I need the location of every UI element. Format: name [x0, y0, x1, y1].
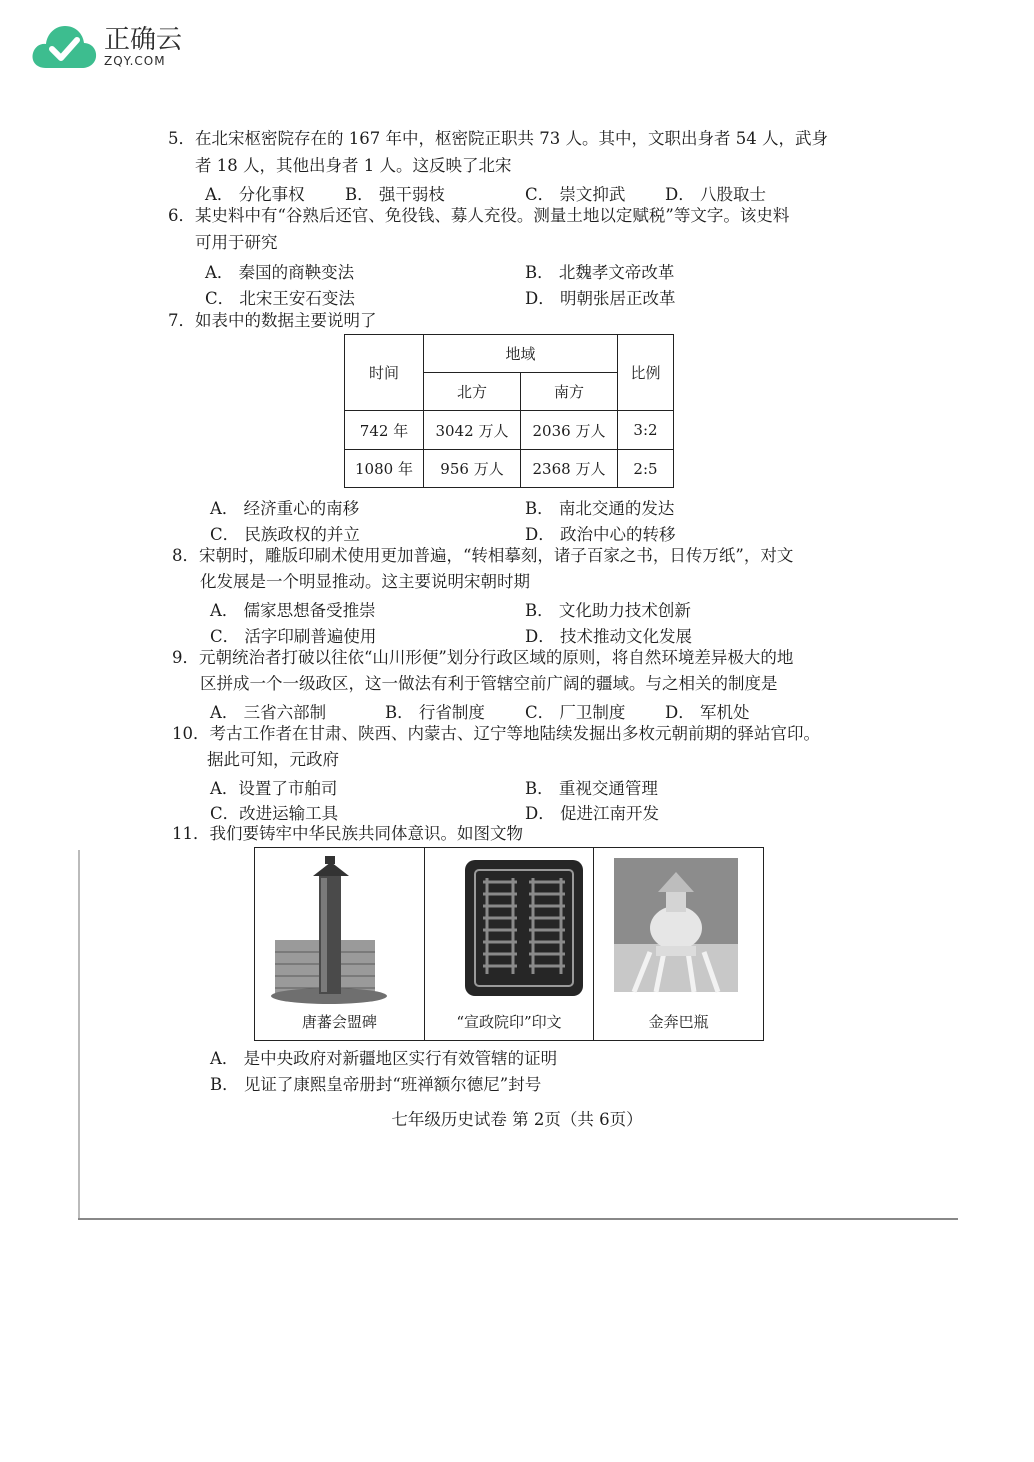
relic-tang-tibet-stele — [255, 848, 425, 1040]
q6-option-d: D． 明朝张居正改革 — [525, 289, 676, 308]
table-cell-ratio: 3:2 — [618, 411, 674, 450]
golden-urn-photo — [594, 854, 756, 1004]
q7-option-b: B． 南北交通的发达 — [525, 499, 675, 518]
table-header-region: 地域 — [424, 335, 618, 373]
q10-option-c: C．改进运输工具 — [210, 804, 339, 823]
table-header-time: 时间 — [345, 335, 424, 411]
table-header-ratio: 比例 — [618, 335, 674, 411]
table-cell-year: 742 年 — [345, 411, 424, 450]
q6-line2: 可用于研究 — [195, 233, 278, 252]
site-logo[interactable] — [30, 22, 182, 72]
q8-option-c: C． 活字印刷普遍使用 — [210, 627, 377, 646]
q11-option-a: A． 是中央政府对新疆地区实行有效管辖的证明 — [210, 1049, 558, 1068]
table-cell-north: 956 万人 — [424, 450, 521, 488]
q9-line1: 9．元朝统治者打破以往依“山川形便”划分行政区域的原则，将自然环境差异极大的地 — [172, 648, 794, 667]
q6-option-b: B． 北魏孝文帝改革 — [525, 263, 675, 282]
q5-option-d: D． 八股取士 — [665, 185, 766, 204]
table-row — [345, 450, 674, 488]
q7-option-a: A． 经济重心的南移 — [210, 499, 360, 518]
population-table — [344, 334, 674, 488]
scan-border-line — [78, 1218, 958, 1220]
q9-option-a: A． 三省六部制 — [210, 703, 327, 722]
q10-line2: 据此可知，元政府 — [207, 750, 339, 769]
q9-option-c: C． 厂卫制度 — [525, 703, 626, 722]
q10-option-b: B． 重视交通管理 — [525, 779, 658, 798]
table-cell-ratio: 2:5 — [618, 450, 674, 488]
q6-option-c: C． 北宋王安石变法 — [205, 289, 355, 308]
q10-line1: 10．考古工作者在甘肃、陕西、内蒙古、辽宁等地陆续发掘出多枚元朝前期的驿站官印。 — [172, 724, 820, 743]
q8-line2: 化发展是一个明显推动。这主要说明宋朝时期 — [200, 572, 530, 591]
q6-line1: 6．某史料中有“谷熟后还官、免役钱、募人充役。测量土地以定赋税”等文字。该史料 — [168, 206, 790, 225]
q8-line1: 8．宋朝时，雕版印刷术使用更加普遍，“转相摹刻，诸子百家之书，日传万纸”，对文 — [172, 546, 794, 565]
relic-golden-urn — [594, 848, 763, 1040]
scan-edge — [78, 850, 80, 1220]
q11-line1: 11．我们要铸牢中华民族共同体意识。如图文物 — [172, 824, 523, 843]
table-cell-south: 2036 万人 — [521, 411, 618, 450]
table-row — [345, 411, 674, 450]
seal-imprint-image — [425, 854, 623, 1004]
q11-option-b: B． 见证了康熙皇帝册封“班禅额尔德尼”封号 — [210, 1075, 542, 1094]
relics-figure — [254, 847, 764, 1041]
cloud-check-icon — [30, 22, 98, 72]
table-cell-year: 1080 年 — [345, 450, 424, 488]
table-cell-south: 2368 万人 — [521, 450, 618, 488]
q5-option-a: A． 分化事权 — [205, 185, 305, 204]
table-cell-north: 3042 万人 — [424, 411, 521, 450]
logo-name-cn: 正确云 — [104, 25, 183, 55]
relic-xuanzheng-seal — [425, 848, 595, 1040]
page-footer: 七年级历史试卷 第 2页（共 6页） — [391, 1110, 643, 1129]
q5-option-b: B． 强干弱枝 — [345, 185, 445, 204]
q5-option-c: C． 崇文抑武 — [525, 185, 626, 204]
q8-option-a: A． 儒家思想备受推崇 — [210, 601, 376, 620]
q7-option-c: C． 民族政权的并立 — [210, 525, 360, 544]
q8-option-b: B． 文化助力技术创新 — [525, 601, 691, 620]
q5-line1: 5．在北宋枢密院存在的 167 年中，枢密院正职共 73 人。其中，文职出身者 54 人，武身 — [168, 129, 828, 148]
q10-option-a: A．设置了市舶司 — [210, 779, 338, 798]
q9-line2: 区拼成一个一级政区，这一做法有利于管辖空前广阔的疆域。与之相关的制度是 — [200, 674, 778, 693]
table-header-north: 北方 — [424, 373, 521, 411]
caption-urn: 金奔巴瓶 — [648, 1013, 709, 1031]
caption-stele: 唐蕃会盟碑 — [301, 1013, 377, 1031]
q8-option-d: D． 技术推动文化发展 — [525, 627, 692, 646]
logo-name-en: ZQY.COM — [104, 54, 166, 68]
q6-option-a: A． 秦国的商鞅变法 — [205, 263, 355, 282]
q7-option-d: D． 政治中心的转移 — [525, 525, 676, 544]
caption-seal: “宣政院印”印文 — [456, 1013, 562, 1031]
q5-line2: 者 18 人，其他出身者 1 人。这反映了北宋 — [195, 156, 512, 175]
table-header-south: 南方 — [521, 373, 618, 411]
stele-photo — [255, 854, 403, 1004]
q10-option-d: D． 促进江南开发 — [525, 804, 659, 823]
q7-line1: 7．如表中的数据主要说明了 — [168, 311, 377, 330]
q9-option-b: B． 行省制度 — [385, 703, 485, 722]
q9-option-d: D． 军机处 — [665, 703, 750, 722]
